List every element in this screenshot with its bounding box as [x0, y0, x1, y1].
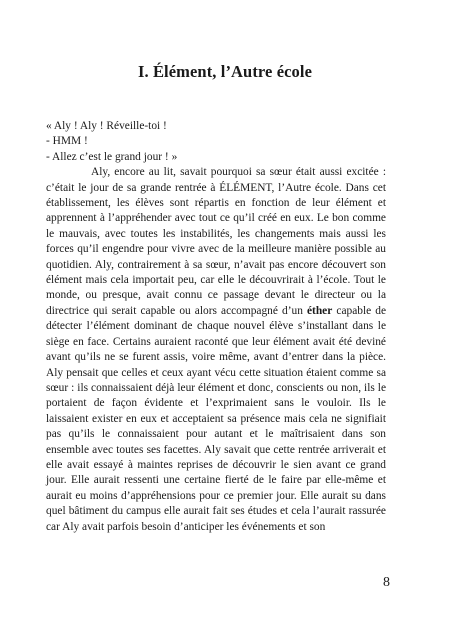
dialogue-line-1: « Aly ! Aly ! Réveille-toi ! — [46, 120, 167, 132]
paragraph-text-before-bold: Aly, encore au lit, savait pourquoi sa sœur était aussi excitée : c’était le jour de sa grande rentrée à ÉLÉMENT, l’Autre école. Dans cet établissement, les élèves sont répartis en fonction de leur élément et apprennent à l’appréhender avec tout ce qu’il créé en eux. Le bon comme le mauvais, avec toutes les instabilités, les changements mais aussi les forces qu’il engendre pour vivre avec de la meilleure manière possible au quotidien. Aly, contrairement à sa sœur, n’avait pas encore découvert son élément mais cela importait peu, car elle le découvrirait à l’école. Tout le monde, ou presque, avait connu ce passage devant le directeur ou la directrice qui serait capable ou alors accompagné d’un — [46, 166, 386, 317]
body-text — [46, 119, 386, 535]
bold-term-ether: éther — [307, 304, 333, 317]
dialogue-line-3: - Allez c’est le grand jour ! » — [46, 150, 178, 163]
dialogue-line-2: - HMM ! — [46, 135, 88, 148]
paragraph-text-after-bold: capable de détecter l’élément dominant de chaque nouvel élève s’installant dans le siège en face. Certains auraient raconté que leur élément avait été deviné avant qu’ils ne se furent assis, voire même, avant d’entrer dans la pièce. Aly pensait que celles et ceux ayant vécu cette situation étaient comme sa sœur : ils connaissaient déjà leur élément et donc, conscients ou non, ils le portaient de façon évidente et l’exprimaient sans le vouloir. Ils le laissaient exister en eux et acceptaient sa présence mais cela ne signifiait pas qu’ils le connaissaient pour autant et le maîtrisaient dans son ensemble avec toutes ses facettes. Aly savait que cette rentrée arriverait et elle avait essayé à maintes reprises de découvrir le sien avant ce grand jour. Elle aurait ressenti une certaine fierté de le faire par elle-même et aurait eu moins d’appréhensions pour ce premier jour. Elle aurait su dans quel bâtiment du campus elle aurait fait ses études et cela l’aurait rassurée car Aly avait parfois besoin d’anticiper les événements et son — [46, 304, 387, 533]
page-number: 8 — [383, 575, 390, 590]
narrative-paragraph — [46, 165, 386, 535]
chapter-title: I. Élément, l’Autre école — [137, 62, 313, 81]
